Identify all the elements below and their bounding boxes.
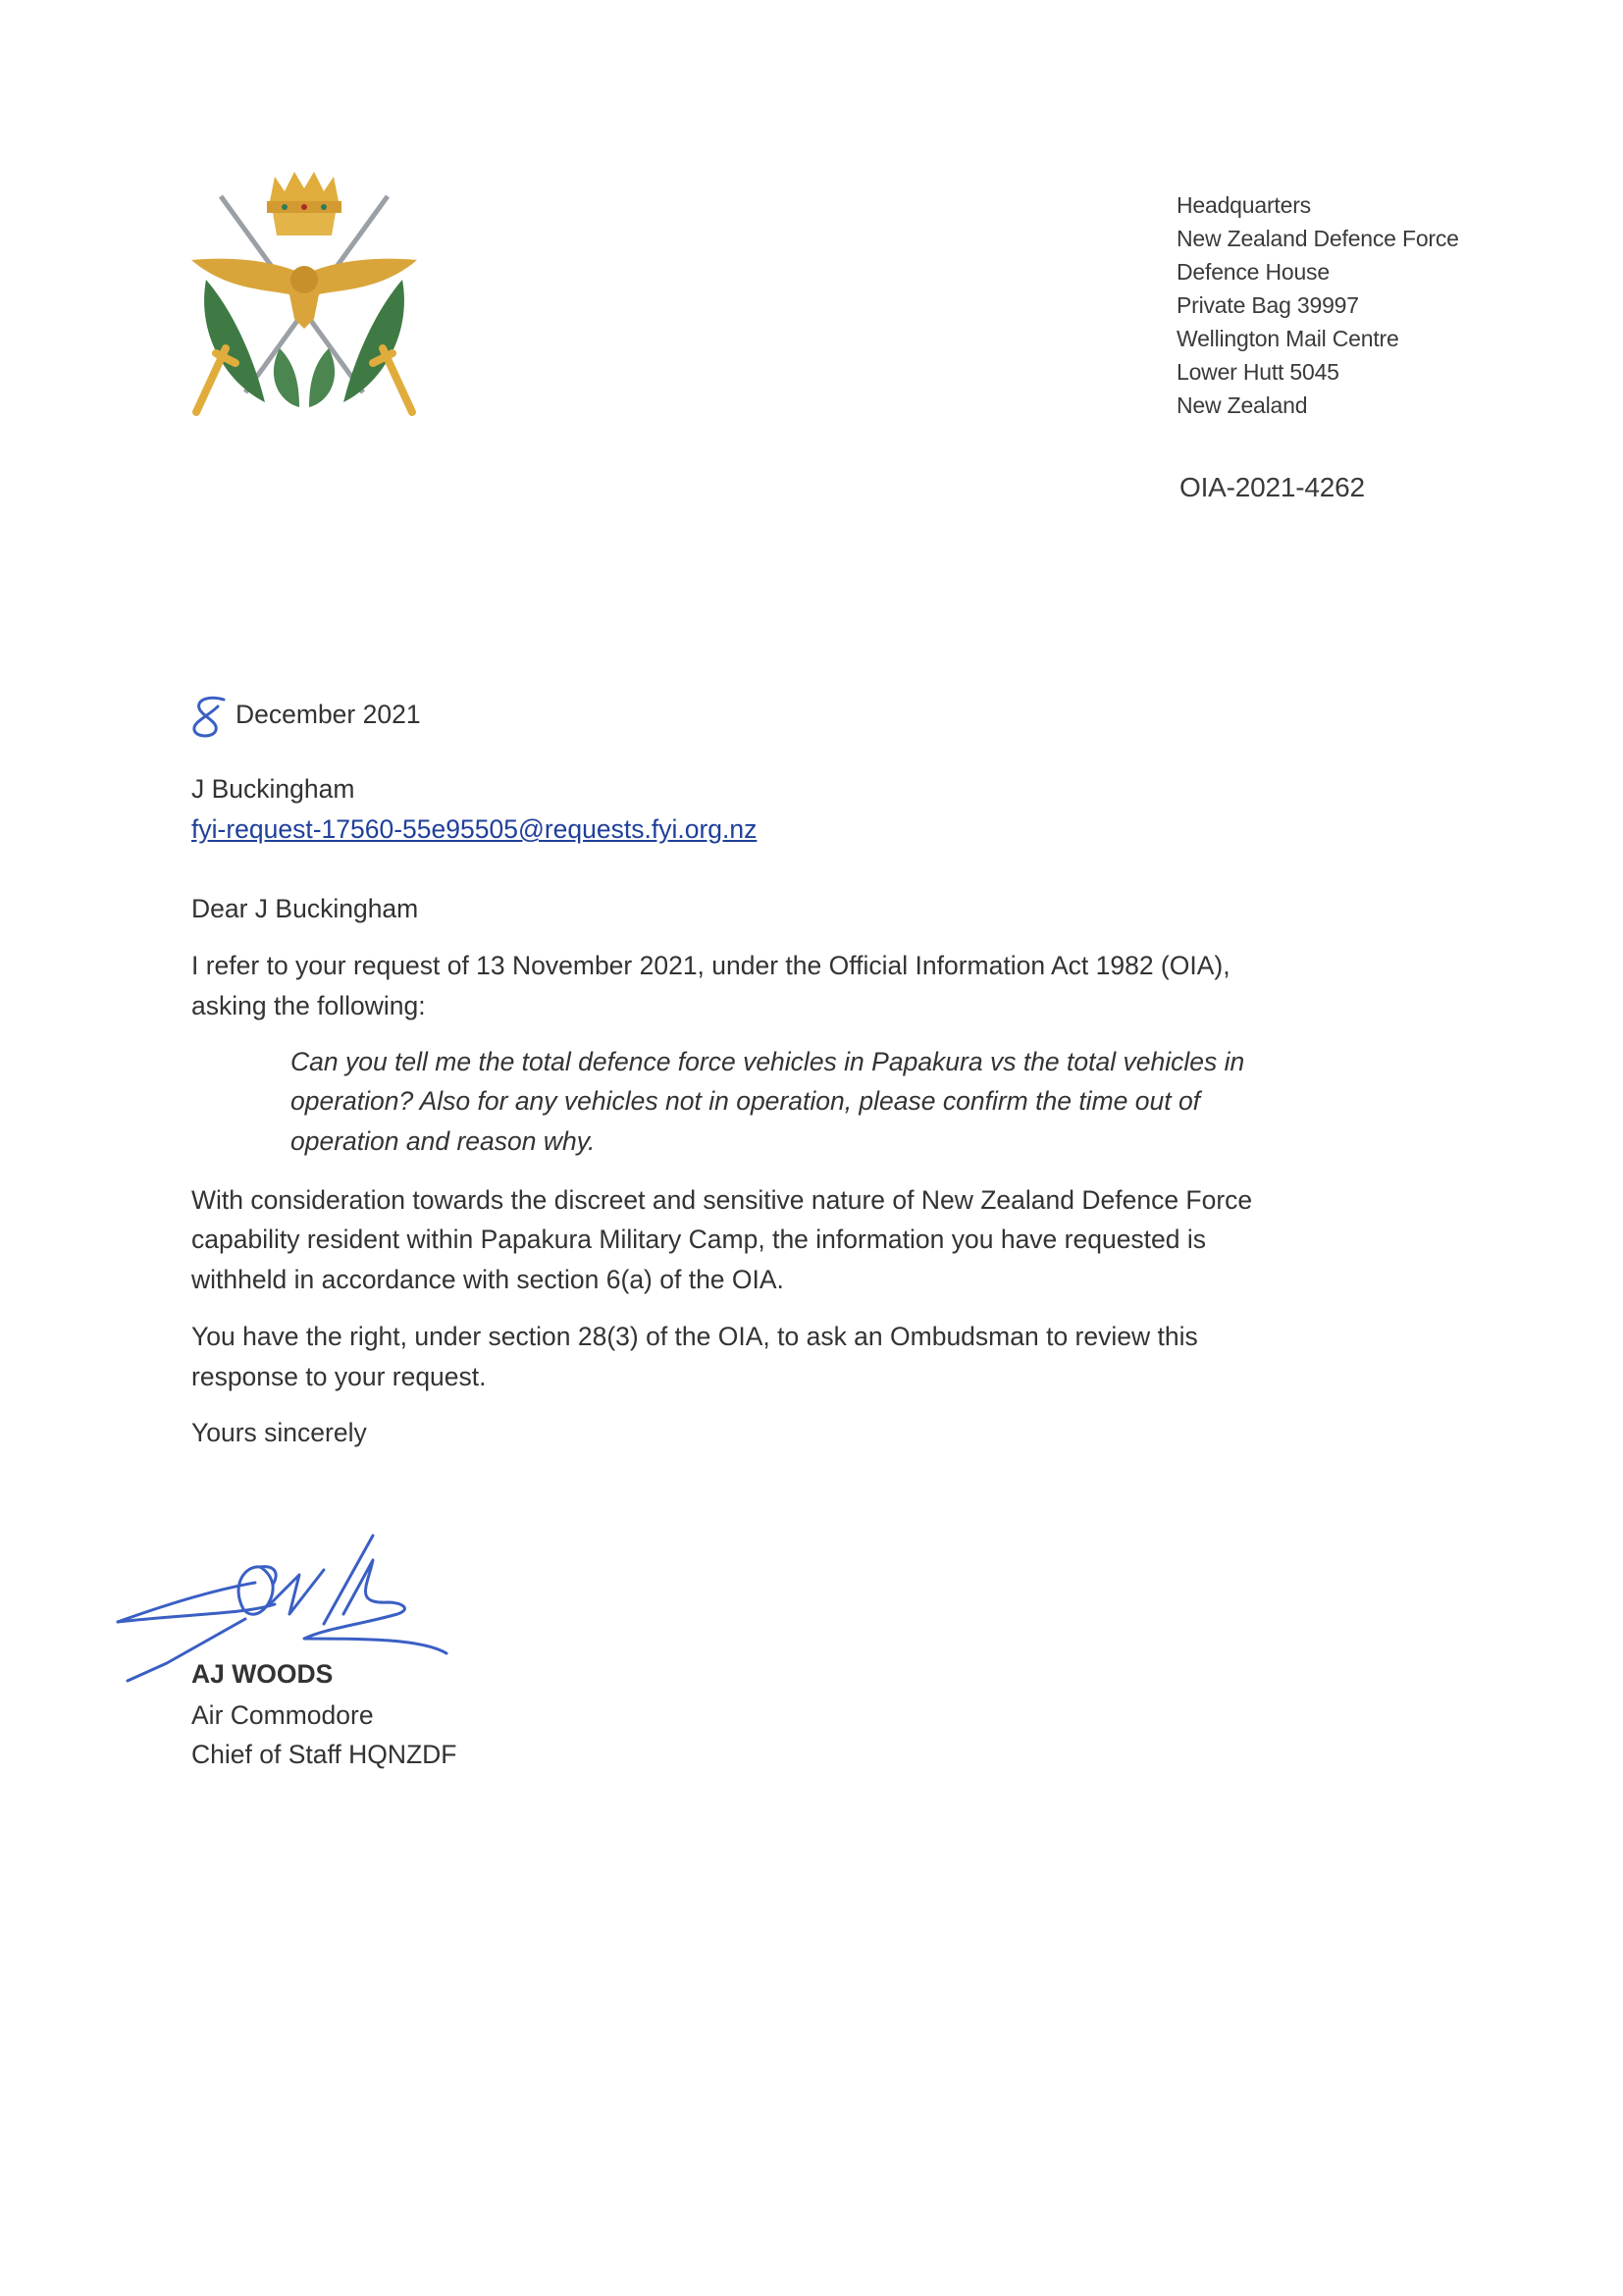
address-line: Headquarters xyxy=(1177,192,1311,218)
recipient-email-link[interactable]: fyi-request-17560-55e95505@requests.fyi.org.nz xyxy=(191,814,758,844)
address-line: New Zealand Defence Force xyxy=(1177,226,1459,251)
address-line: Lower Hutt 5045 xyxy=(1177,359,1339,385)
paragraph-line: response to your request. xyxy=(191,1362,487,1391)
recipient-name: J Buckingham xyxy=(191,774,355,804)
nzdf-crest-logo xyxy=(186,167,422,417)
signatory-rank: Air Commodore xyxy=(191,1700,374,1730)
address-line: New Zealand xyxy=(1177,392,1308,418)
quoted-request-line: operation? Also for any vehicles not in operation, please confirm the time out of xyxy=(290,1086,1201,1116)
reference-number: OIA-2021-4262 xyxy=(1179,472,1365,502)
paragraph-line: capability resident within Papakura Military Camp, the information you have requested is xyxy=(191,1225,1207,1254)
quoted-request-line: Can you tell me the total defence force vehicles in Papakura vs the total vehicles in xyxy=(290,1047,1245,1076)
quoted-request-line: operation and reason why. xyxy=(290,1126,596,1156)
paragraph-line: I refer to your request of 13 November 2021, under the Official Information Act 1982 (OIA), xyxy=(191,951,1230,980)
address-line: Defence House xyxy=(1177,259,1330,285)
address-line: Private Bag 39997 xyxy=(1177,292,1359,318)
paragraph-line: asking the following: xyxy=(191,991,426,1020)
salutation: Dear J Buckingham xyxy=(191,894,419,923)
address-line: Wellington Mail Centre xyxy=(1177,326,1399,351)
paragraph-line: withheld in accordance with section 6(a) of the OIA. xyxy=(191,1265,784,1294)
paragraph-line: With consideration towards the discreet and sensitive nature of New Zealand Defence Force xyxy=(191,1185,1253,1215)
paragraph-line: You have the right, under section 28(3) of the OIA, to ask an Ombudsman to review this xyxy=(191,1322,1198,1351)
closing: Yours sincerely xyxy=(191,1418,367,1447)
letter-date: December 2021 xyxy=(236,700,421,729)
signatory-name: AJ WOODS xyxy=(191,1659,334,1689)
signatory-title: Chief of Staff HQNZDF xyxy=(191,1740,457,1769)
handwritten-day-8 xyxy=(188,695,230,740)
